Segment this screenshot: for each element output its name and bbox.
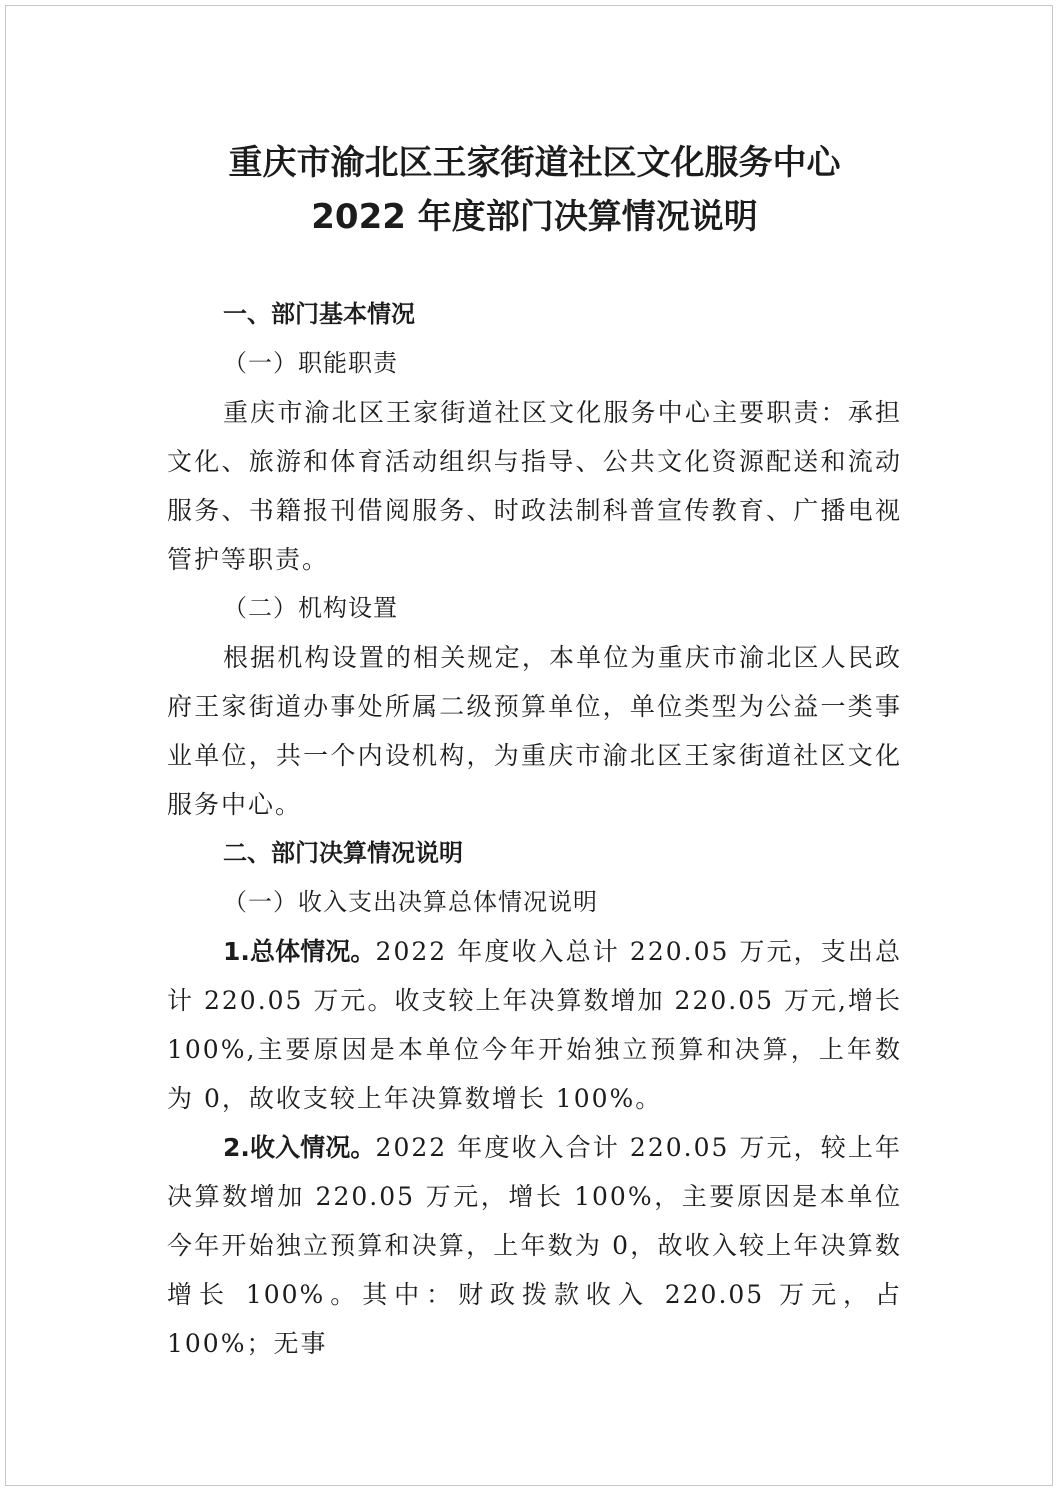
document-title <box>147 136 922 244</box>
income-lead: 2.收入情况。 <box>223 1133 376 1162</box>
section-2-1-heading: （一）收入支出决算总体情况说明 <box>223 888 598 916</box>
title-line-2: 2022 年度部门决算情况说明 <box>311 197 758 237</box>
section-1-1-heading: （一）职能职责 <box>223 349 398 377</box>
section-1-heading: 一、部门基本情况 <box>223 300 415 328</box>
section-1-2-body: 根据机构设置的相关规定，本单位为重庆市渝北区人民政府王家街道办事处所属二级预算单位，单位类型为公益一类事业单位，共一个内设机构，为重庆市渝北区王家街道社区文化服务中心。 <box>167 643 902 819</box>
overall-body: 2022 年度收入总计 220.05 万元，支出总计 220.05 万元。收支较上年决算数增加 220.05 万元,增长 100%,主要原因是本单位今年开始独立预算和决算，上年数为 0，故收支较上年决算数增长 100%。 <box>167 937 902 1113</box>
overall-paragraph <box>167 927 902 1123</box>
document-content <box>167 136 902 1368</box>
section-2-heading: 二、部门决算情况说明 <box>223 839 463 867</box>
title-line-1: 重庆市渝北区王家街道社区文化服务中心 <box>228 143 841 183</box>
income-body: 2022 年度收入合计 220.05 万元，较上年决算数增加 220.05 万元，增长 100%，主要原因是本单位今年开始独立预算和决算，上年数为 0，故收入较上年决算数增长 100%。其中：财政拨款收入 220.05 万元，占 100%；无事 <box>167 1133 902 1358</box>
section-1-2-heading: （二）机构设置 <box>223 594 398 622</box>
document-page <box>5 5 1053 1486</box>
title-spacer <box>167 244 902 290</box>
section-1-1-body: 重庆市渝北区王家街道社区文化服务中心主要职责：承担文化、旅游和体育活动组织与指导、公共文化资源配送和流动服务、书籍报刊借阅服务、时政法制科普宣传教育、广播电视管护等职责。 <box>167 398 902 574</box>
overall-lead: 1.总体情况。 <box>223 937 376 966</box>
income-paragraph <box>167 1123 902 1368</box>
